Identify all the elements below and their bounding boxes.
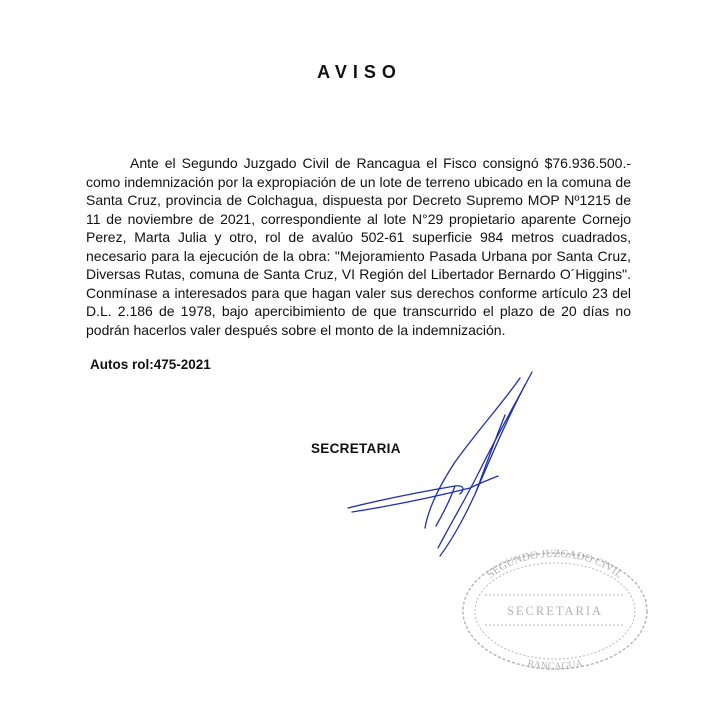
stamp-center-text: SECRETARIA (506, 604, 604, 618)
case-reference: Autos rol:475-2021 (90, 357, 211, 372)
court-seal (455, 545, 655, 675)
stamp-top-text: SEGUNDO JUZGADO CIVIL (484, 547, 626, 581)
stamp-bottom-text: RANCAGUA (526, 658, 584, 673)
notice-title: AVISO (317, 62, 402, 82)
signer-title: SECRETARIA (311, 441, 401, 456)
notice-body: Ante el Segundo Juzgado Civil de Rancagua el Fisco consignó $76.936.500.- como indemnización por la expropiación de un lote de terreno ubicado en la comuna de Santa Cruz, provincia de Colchagua, dispuesta por Decreto Supremo MOP Nº1215 de 11 de noviembre de 2021, correspondiente al lote N°29 propietario aparente Cornejo Perez, Marta Julia y otro, rol de avalúo 502-61 superficie 984 metros cuadrados, necesario para la ejecución de la obra: "Mejoramiento Pasada Urbana por Santa Cruz, Diversas Rutas, comuna de Santa Cruz, VI Región del Libertador Bernardo O´Higgins". Conmínase a interesados para que hagan valer sus derechos conforme artículo 23 del D.L. 2.186 de 1978, bajo apercibimiento de que transcurrido el plazo de 20 días no podrán hacerlos valer después sobre el monto de la indemnización. (86, 155, 631, 338)
